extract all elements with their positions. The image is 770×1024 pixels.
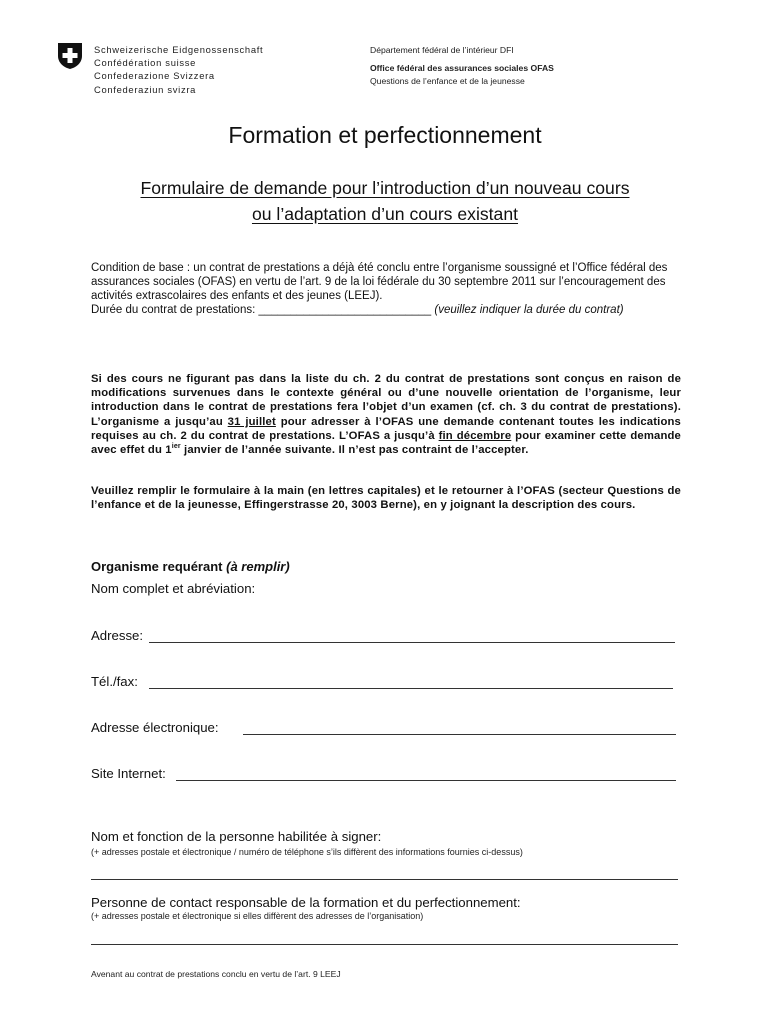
email-field[interactable] [243,734,676,735]
notice-text: janvier de l’année suivante. Il n’est pas contraint de l’accepter. [180,444,529,457]
section-hint: (à remplir) [226,559,290,574]
website-field[interactable] [176,780,676,781]
swiss-coat-of-arms-icon [57,42,83,70]
signatory-label: Nom et fonction de la personne habilitée à signer: [91,829,382,844]
duration-hint: (veuillez indiquer la durée du contrat) [434,304,624,316]
duration-label: Durée du contrat de prestations: ___________________________ [91,304,432,316]
notice-text: Si des cours ne figurant pas dans la liste du ch. 2 du contrat de prestations sont conçus en raison de modifications survenues dans le contexte général ou d’une nouvelle orientation de l’organisme, leur introduction dans le contrat de prestations fera l’objet d’un examen (cf. ch. 3 du contrat de prestations). L’organisme a jusqu’au [91,373,681,428]
confederation-line: Confédération suisse [94,57,197,69]
instructions-paragraph: Veuillez remplir le formulaire à la main (en lettres capitales) et le retourner à l’OFAS (secteur Questions de l’enfance et de la jeunesse, Effingerstrasse 20, 3003 Berne), en y joignant la description des cours. [91,485,681,512]
website-label: Site Internet: [91,766,166,781]
confederation-line: Confederaziun svizra [94,83,197,95]
condition-paragraph [91,261,687,317]
signatory-note: (+ adresses postale et électronique / numéro de téléphone s’ils diffèrent des informations fournies ci-dessus) [91,847,523,857]
name-label: Nom complet et abréviation: [91,581,256,596]
page-title: Formation et perfectionnement [228,122,542,148]
office-name: Office fédéral des assurances sociales OFAS [370,63,554,73]
section-title: Organisme requérant [91,559,223,574]
contact-field[interactable] [91,944,678,945]
department-block [370,44,554,88]
subtitle-line-1: Formulaire de demande pour l’introduction d’un nouveau cours [140,178,630,198]
address-field[interactable] [149,642,675,643]
subtitle-line-2: ou l’adaptation d’un cours existant [251,204,519,224]
deadline-date: 31 juillet [227,415,276,428]
ordinal-superscript: ier [171,443,181,451]
phone-label: Tél./fax: [91,674,138,689]
notice-paragraph [91,372,681,457]
review-deadline: fin décembre [438,429,512,442]
notice-text: pour adresser à l’OFAS une demande contenant toutes les indications requises au ch. 2 du contrat de prestations. L’OFAS a jusqu’à [91,415,681,442]
department-name: Département fédéral de l’intérieur DFI [370,45,514,55]
address-label: Adresse: [91,628,144,643]
contact-note: (+ adresses postale et électronique si elles diffèrent des adresses de l’organisation) [91,911,424,921]
email-label: Adresse électronique: [91,720,219,735]
phone-field[interactable] [149,688,673,689]
confederation-line: Schweizerische Eidgenossenschaft [94,44,264,55]
confederation-names [94,43,263,96]
contact-label: Personne de contact responsable de la formation et du perfectionnement: [91,895,521,910]
page-footer: Avenant au contrat de prestations conclu en vertu de l’art. 9 LEEJ [91,969,341,979]
condition-text: Condition de base : un contrat de prestations a déjà été conclu entre l’organisme soussigné et l’Office fédéral des assurances sociales (OFAS) en vertu de l’art. 9 de la loi fédérale du 30 septembre 2011 sur l’encouragement des activités extrascolaires des enfants et des jeunes (LEEJ). [91,262,668,302]
division-name: Questions de l’enfance et de la jeunesse [370,76,525,86]
confederation-line: Confederazione Svizzera [94,70,215,82]
form-subtitle [0,175,770,227]
section-heading [91,559,290,574]
signatory-field[interactable] [91,879,678,880]
notice-text: pour examiner cette demande avec effet du 1 [91,429,681,457]
